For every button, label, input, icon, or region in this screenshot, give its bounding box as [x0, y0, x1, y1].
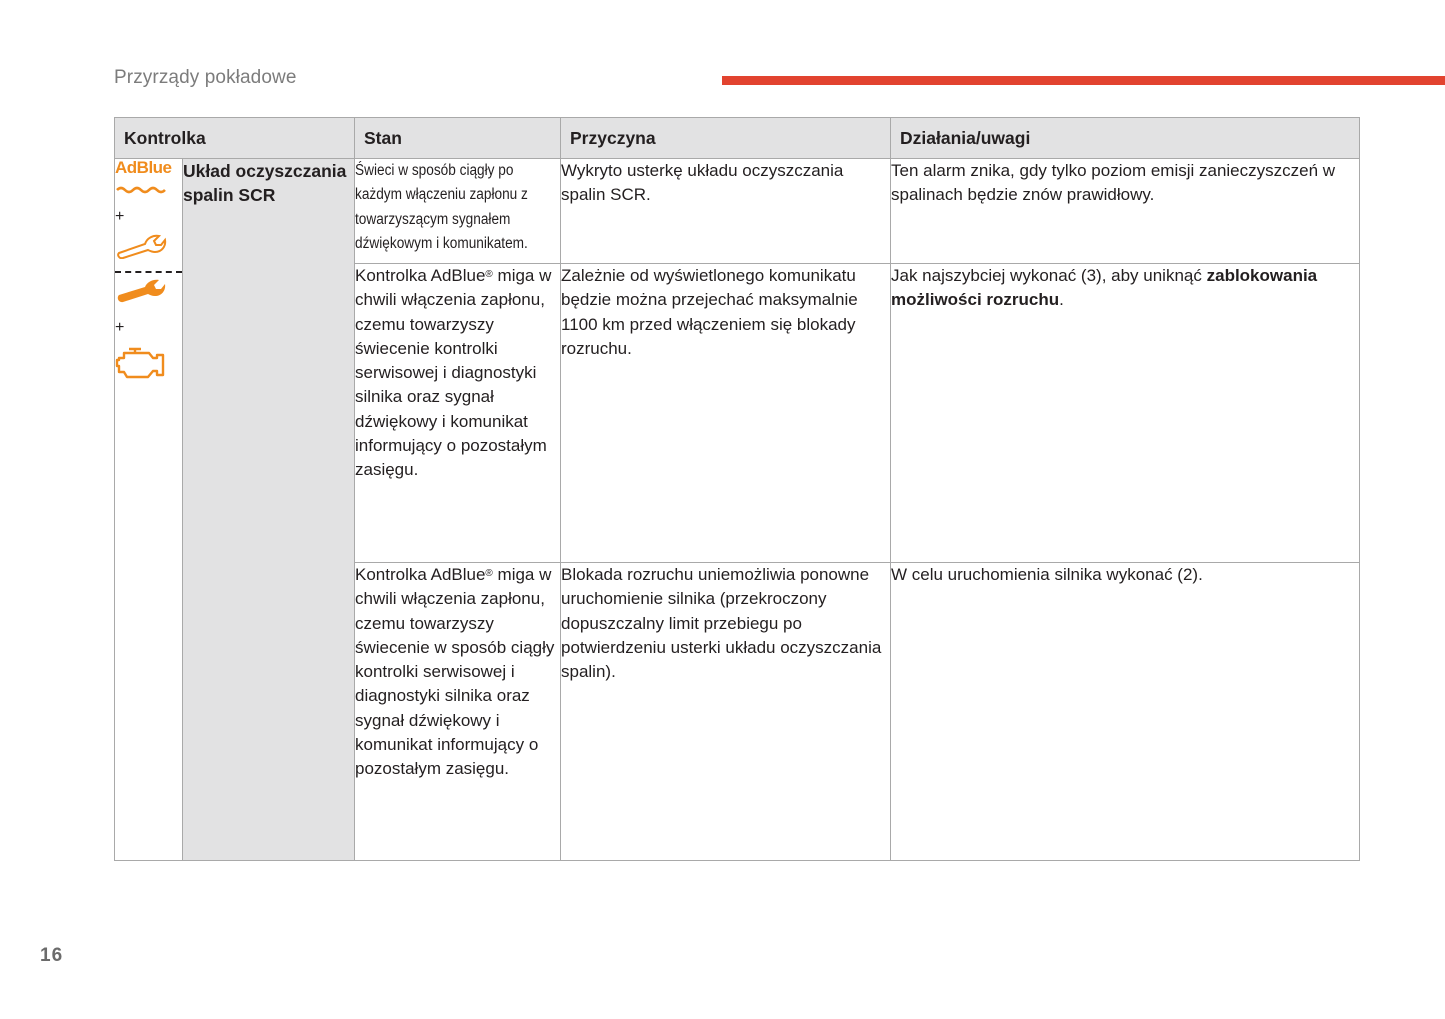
przyczyna-cell: Zależnie od wyświetlonego komunikatu będzie można przejechać maksymalnie 1100 km przed włączeniem się blokady rozruchu. [561, 264, 891, 563]
adblue-icon-label: AdBlue [115, 158, 172, 177]
wrench-outline-icon [115, 233, 167, 259]
column-header-przyczyna: Przyczyna [561, 118, 891, 159]
dzialania-cell [891, 264, 1360, 563]
plus-sign: + [115, 318, 125, 336]
stan-prefix: Kontrolka AdBlue [355, 266, 486, 285]
dashed-divider [115, 271, 182, 273]
stan-cell [355, 563, 561, 861]
dzialania-period: . [1059, 290, 1064, 310]
column-header-kontrolka: Kontrolka [115, 118, 355, 159]
column-header-stan: Stan [355, 118, 561, 159]
adblue-wave-icon [115, 186, 167, 194]
registered-mark: ® [485, 568, 493, 579]
wrench-icon [115, 279, 167, 305]
plus-sign: + [115, 208, 125, 226]
przyczyna-cell: Blokada rozruchu uniemożliwia ponowne uruchomienie silnika (przekroczony dopuszczalny limit przebiegu po potwierdzeniu usterki układu oczyszczania spalin). [561, 563, 891, 861]
accent-bar [722, 76, 1445, 85]
dzialania-bold-text: zablokowania możliwości rozruchu [891, 266, 1318, 310]
engine-icon [115, 344, 167, 382]
stan-prefix: Kontrolka AdBlue [355, 565, 486, 584]
dzialania-text: Jak najszybciej wykonać (3), aby uniknąć [891, 266, 1202, 285]
stan-text: miga w chwili włączenia zapłonu, czemu towarzyszy świecenie kontrolki serwisowej i diagnostyki silnika oraz sygnał dźwiękowy i komunikat informujący o pozostałym zasięgu. [355, 266, 552, 480]
przyczyna-cell: Wykryto usterkę układu oczyszczania spalin SCR. [561, 159, 891, 264]
table-row [115, 159, 1360, 264]
dzialania-cell: W celu uruchomienia silnika wykonać (2). [891, 563, 1360, 861]
stan-cell [355, 159, 561, 264]
column-header-dzialania: Działania/uwagi [891, 118, 1360, 159]
stan-text: Świeci w sposób ciągły po każdym włączeniu zapłonu z towarzyszącym sygnałem dźwiękowym i komunikatem. [355, 162, 528, 252]
stan-cell [355, 264, 561, 563]
table-header-row [115, 118, 1360, 159]
adblue-icon [115, 159, 182, 201]
stan-text: miga w chwili włączenia zapłonu, czemu towarzyszy świecenie w sposób ciągły kontrolki serwisowej i diagnostyki silnika oraz sygnał dźwiękowy i komunikat informujący o pozostałym zasięgu. [355, 565, 555, 779]
dzialania-cell: Ten alarm znika, gdy tylko poziom emisji zanieczyszczeń w spalinach będzie znów prawidłowy. [891, 159, 1360, 264]
indicator-icons-cell [115, 159, 183, 861]
indicator-table [114, 117, 1360, 861]
page-number: 16 [40, 945, 64, 966]
section-title: Przyrządy pokładowe [114, 67, 297, 88]
indicator-name: Układ oczyszczania spalin SCR [183, 159, 355, 861]
registered-mark: ® [485, 269, 493, 280]
